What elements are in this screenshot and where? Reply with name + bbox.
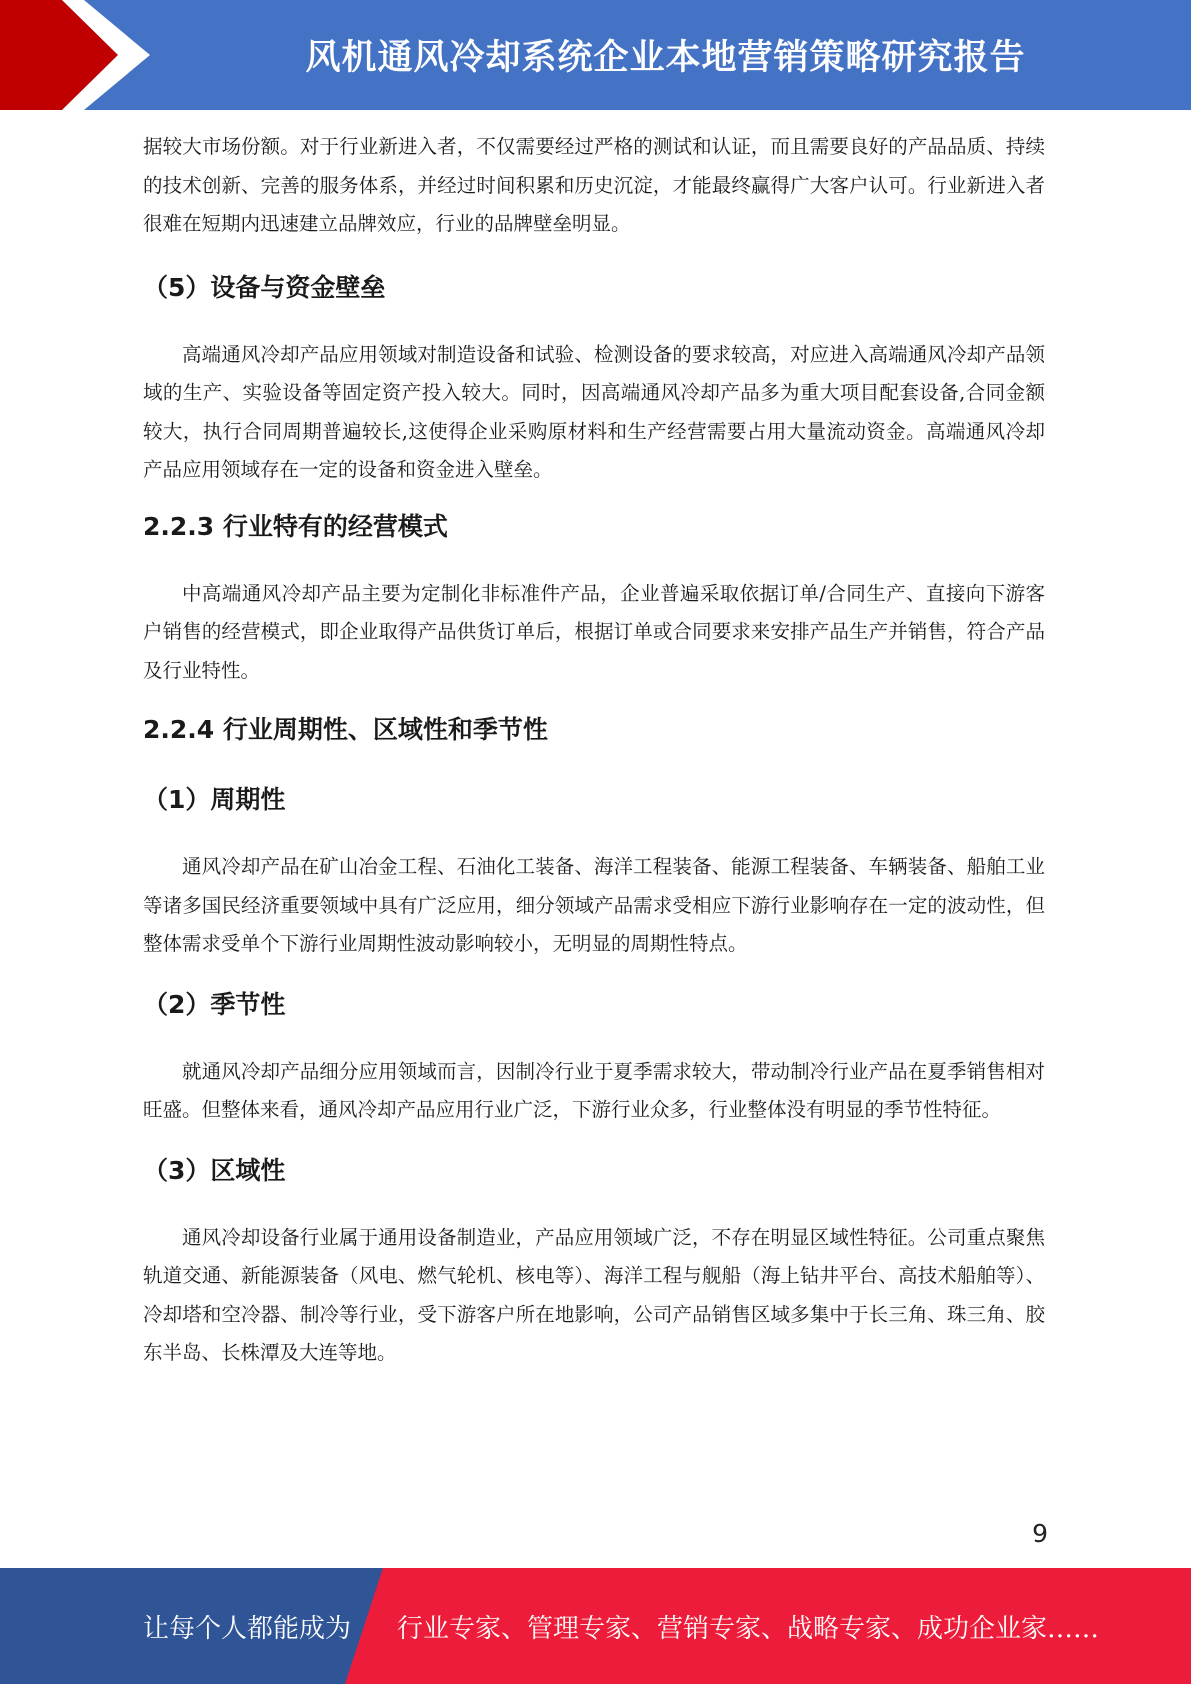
paragraph-cyclicality: 通风冷却产品在矿山冶金工程、石油化工装备、海洋工程装备、能源工程装备、车辆装备、船舶工业等诸多国民经济重要领域中具有广泛应用，细分领域产品需求受相应下游行业影响存在一定的波动性，但整体需求受单个下游行业周期性波动影响较小，无明显的周期性特点。 [143, 855, 1045, 955]
page-footer [0, 1568, 1191, 1684]
footer-slogan-left: 让每个人都能成为 [143, 1613, 352, 1644]
paragraph-regionality: 通风冷却设备行业属于通用设备制造业，产品应用领域广泛，不存在明显区域性特征。公司重点聚焦轨道交通、新能源装备（风电、燃气轮机、核电等）、海洋工程与舰船（海上钻井平台、高技术船舶等）、冷却塔和空冷器、制冷等行业，受下游客户所在地影响，公司产品销售区域多集中于长三角、珠三角、胶东半岛、长株潭及大连等地。 [143, 1225, 1045, 1364]
report-title: 风机通风冷却系统企业本地营销策略研究报告 [305, 38, 1026, 78]
heading-equipment-capital-barrier: （5）设备与资金壁垒 [143, 272, 386, 302]
heading-seasonality: （2）季节性 [143, 989, 286, 1019]
paragraph-seasonality: 就通风冷却产品细分应用领域而言，因制冷行业于夏季需求较大，带动制冷行业产品在夏季销售相对旺盛。但整体来看，通风冷却产品应用行业广泛，下游行业众多，行业整体没有明显的季节性特征。 [143, 1059, 1045, 1121]
page-header [0, 0, 1191, 110]
page-content [143, 128, 1045, 1373]
paragraph-business-model: 中高端通风冷却产品主要为定制化非标准件产品，企业普遍采取依据订单/合同生产、直接向下游客户销售的经营模式，即企业取得产品供货订单后，根据订单或合同要求来安排产品生产并销售，符合产品及行业特性。 [143, 581, 1045, 682]
footer-slogan-right: 行业专家、管理专家、营销专家、战略专家、成功企业家…… [397, 1613, 1100, 1644]
heading-section-2-2-3: 2.2.3 行业特有的经营模式 [143, 511, 448, 541]
heading-section-2-2-4: 2.2.4 行业周期性、区域性和季节性 [143, 715, 548, 744]
header-arrow-decoration [0, 0, 200, 110]
paragraph-brand-barrier: 据较大市场份额。对于行业新进入者，不仅需要经过严格的测试和认证，而且需要良好的产品品质、持续的技术创新、完善的服务体系，并经过时间积累和历史沉淀，才能最终赢得广大客户认可。行业新进入者很难在短期内迅速建立品牌效应，行业的品牌壁垒明显。 [143, 135, 1045, 235]
paragraph-equipment-capital-barrier: 高端通风冷却产品应用领域对制造设备和试验、检测设备的要求较高，对应进入高端通风冷却产品领域的生产、实验设备等固定资产投入较大。同时，因高端通风冷却产品多为重大项目配套设备,合同金额较大，执行合同周期普遍较长,这使得企业采购原材料和生产经营需要占用大量流动资金。高端通风冷却产品应用领域存在一定的设备和资金进入壁垒。 [143, 342, 1045, 481]
heading-regionality: （3）区域性 [143, 1155, 286, 1185]
page-number: 9 [1032, 1519, 1048, 1548]
heading-cyclicality: （1）周期性 [143, 785, 286, 814]
